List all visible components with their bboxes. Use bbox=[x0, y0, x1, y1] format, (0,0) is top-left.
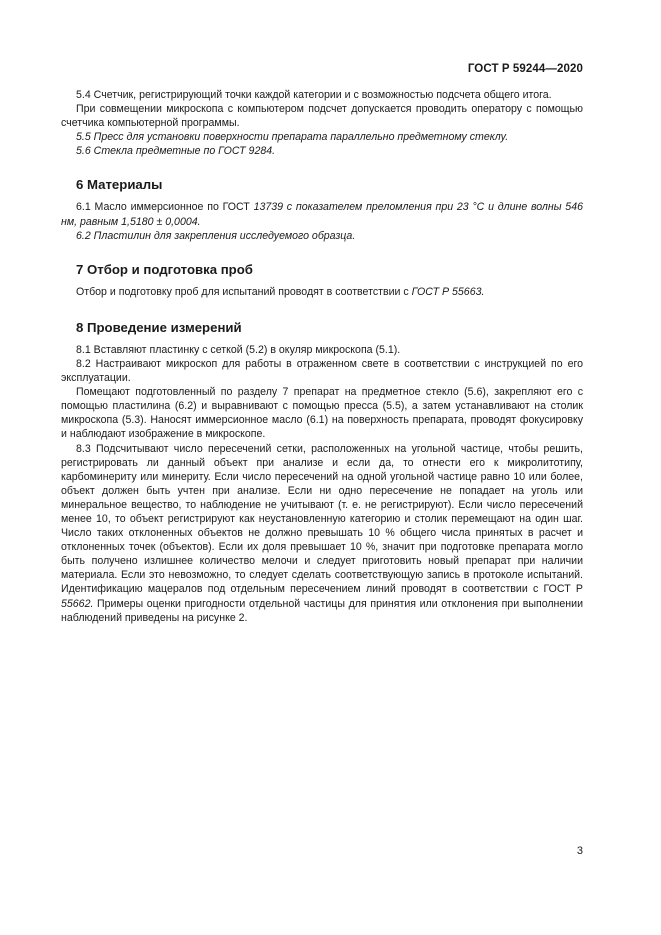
item-8-3-standard-ref: 55662. bbox=[61, 597, 94, 610]
item-6-1-text: 6.1 Масло иммерсионное по ГОСТ bbox=[76, 201, 250, 214]
page-number: 3 bbox=[576, 845, 583, 857]
section-6-heading: 6 Материалы bbox=[76, 177, 163, 193]
section-7-standard-ref: ГОСТ Р 55663. bbox=[411, 285, 485, 298]
item-6-2: 6.2 Пластилин для закрепления исследуемого образца. bbox=[76, 229, 356, 242]
section-8-heading: 8 Проведение измерений bbox=[76, 319, 242, 335]
item-5-4-note-line1: При совмещении микроскопа с компьютером подсчет допускается проводить оператору с помощью bbox=[76, 103, 583, 116]
document-body bbox=[61, 88, 583, 625]
section-7-heading: 7 Отбор и подготовка проб bbox=[76, 261, 253, 277]
item-8-3-text-end: Примеры оценки пригодности отдельной частицы для принятия или отклонения при выполнении наблюдений приведены на рисунке 2. bbox=[61, 597, 583, 624]
document-header: ГОСТ Р 59244—2020 bbox=[467, 63, 583, 75]
section-7-text bbox=[61, 285, 583, 299]
item-5-5: 5.5 Пресс для установки поверхности препарата параллельно предметному стеклу. bbox=[76, 131, 509, 144]
item-8-3-text: 8.3 Подсчитывают число пересечений сетки, расположенных на угольной частице, чтобы решить, регистрировать ли данный объект при анализе и если да, то отнести его к микролитотипу, карбоминериту или минериту. Если число пересечений на одной угольной частице равно 10 или более, объект должен быть учтен при анализе. Если ни одно пересечение не попадает на уголь или минеральное вещество, то наблюдение не учитывают (т. е. не регистрируют). Если число пересечений менее 10, то объект регистрируют как неустановленную категорию и столик перемещают на один шаг. Число таких отклоненных объектов не должно превышать 10 % общего числа принятых в расчет и отклоненных точек (объектов). Если их доля превышает 10 %, значит при подготовке препарата могло быть получено излишнее количество мелочи и следует приготовить новый препарат при наличии материала. Если это невозможно, то следует сделать соответствующую запись в протоколе испытаний. Идентификацию мацералов под отдельным пересечением линий проводят в соответствии с ГОСТ Р bbox=[61, 442, 583, 596]
section-7-text-main: Отбор и подготовку проб для испытаний проводят в соответствии с bbox=[76, 285, 409, 298]
item-8-3 bbox=[61, 442, 583, 625]
item-8-2: 8.2 Настраивают микроскоп для работы в отраженном свете в соответствии с инструкцией по его эксплуатации. bbox=[61, 357, 583, 385]
item-6-1 bbox=[61, 200, 583, 228]
item-8-2-procedure: Помещают подготовленный по разделу 7 препарат на предметное стекло (5.6), закрепляют его с помощью пластилина (6.2) и выравнивают с помощью пресса (5.5), а затем устанавливают на столик микроскопа (5.3). Наносят иммерсионное масло (6.1) на поверхность препарата, проводят фокусировку и наблюдают изображение в микроскопе. bbox=[61, 386, 583, 441]
item-8-1: 8.1 Вставляют пластинку с сеткой (5.2) в окуляр микроскопа (5.1). bbox=[76, 343, 401, 356]
item-5-4-note bbox=[61, 102, 583, 130]
item-5-4: 5.4 Счетчик, регистрирующий точки каждой категории и с возможностью подсчета общего итога. bbox=[76, 89, 552, 101]
item-6-1-italic: 13739 с показателем преломления при 23 °С и длине волны 546 нм, равным 1,5180 ± 0,0004. bbox=[61, 201, 583, 228]
item-5-6: 5.6 Стекла предметные по ГОСТ 9284. bbox=[76, 145, 276, 158]
item-5-4-note-line2: счетчика компьютерной программы. bbox=[61, 117, 240, 130]
